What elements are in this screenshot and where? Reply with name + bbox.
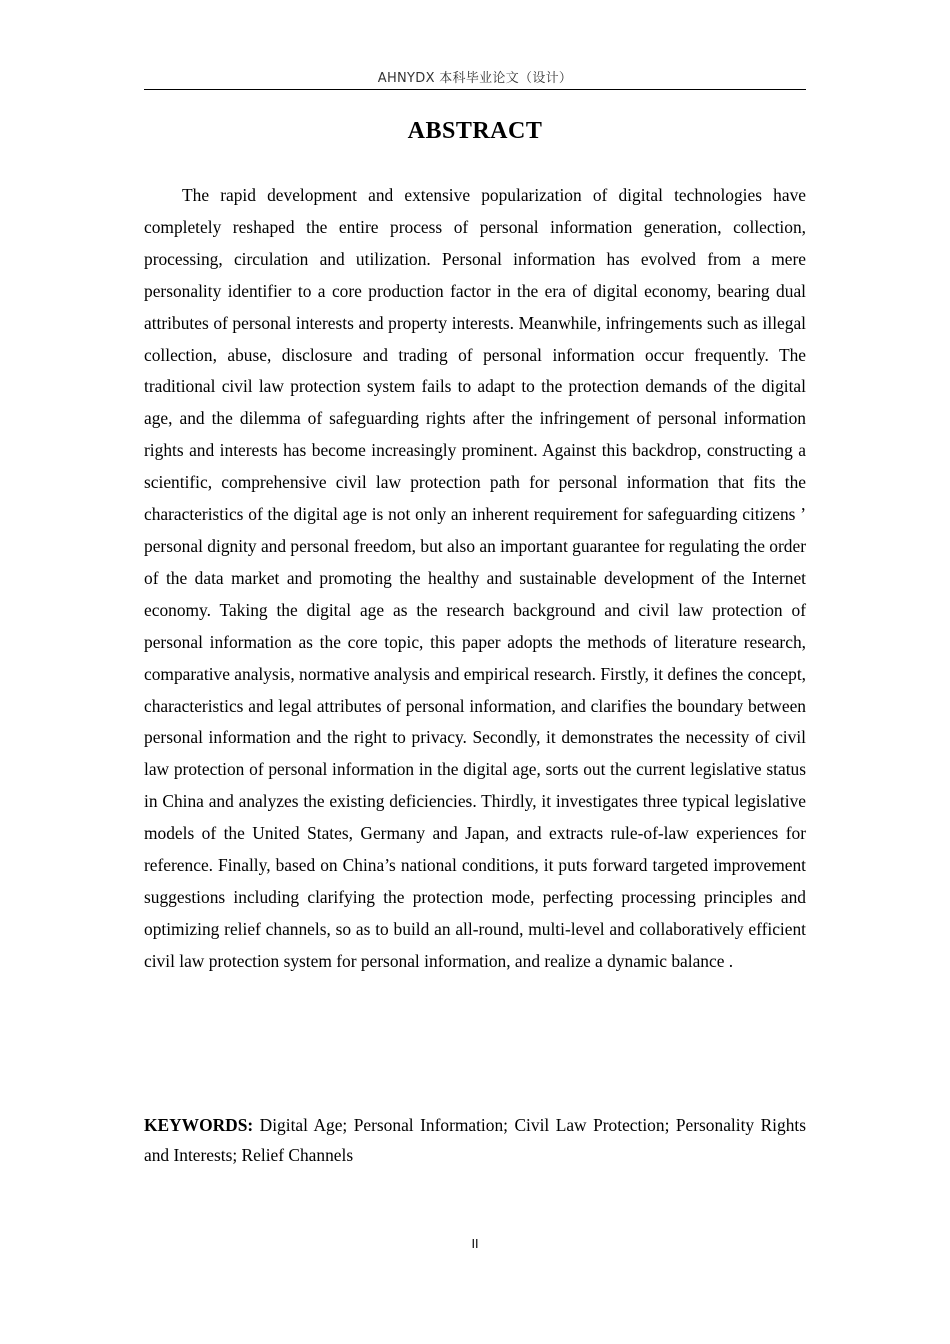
abstract-body: The rapid development and extensive popularization of digital technologies have completely reshaped the entire process of personal information generation, collection, processing, circulation and utilization. Personal information has evolved from a mere personality identifier to a core production factor in the era of digital economy, bearing dual attributes of personal interests and property interests. Meanwhile, infringements such as illegal collection, abuse, disclosure and trading of personal information occur frequently. The traditional civil law protection system fails to adapt to the protection demands of the digital age, and the dilemma of safeguarding rights after the infringement of personal information rights and interests has become increasingly prominent. Against this backdrop, constructing a scientific, comprehensive civil law protection path for personal information that fits the characteristics of the digital age is not only an inherent requirement for safeguarding citizens ’ personal dignity and personal freedom, but also an important guarantee for regulating the order of the data market and promoting the healthy and sustainable development of the Internet economy. Taking the digital age as the research background and civil law protection of personal information as the core topic, this paper adopts the methods of literature research, comparative analysis, normative analysis and empirical research. Firstly, it defines the concept, characteristics and legal attributes of personal information, and clarifies the boundary between personal information and the right to privacy. Secondly, it demonstrates the necessity of civil law protection of personal information in the digital age, sorts out the current legislative status in China and analyzes the existing deficiencies. Thirdly, it investigates three typical legislative models of the United States, Germany and Japan, and extracts rule-of-law experiences for reference. Finally, based on China’s national conditions, it puts forward targeted improvement suggestions including clarifying the protection mode, perfecting processing principles and optimizing relief channels, so as to build an all-round, multi-level and collaboratively efficient civil law protection system for personal information, and realize a dynamic balance . — [144, 185, 806, 971]
keywords-paragraph — [144, 1110, 806, 1170]
abstract-title: ABSTRACT — [407, 118, 543, 144]
running-header: AHNYDX 本科毕业论文（设计） — [377, 71, 573, 86]
keywords-label: KEYWORDS: — [144, 1115, 254, 1135]
page-number: II — [471, 1237, 479, 1251]
keywords-text: Digital Age; Personal Information; Civil Law Protection; Personality Rights and Interests; Relief Channels — [144, 1115, 806, 1165]
header-divider — [144, 89, 806, 90]
